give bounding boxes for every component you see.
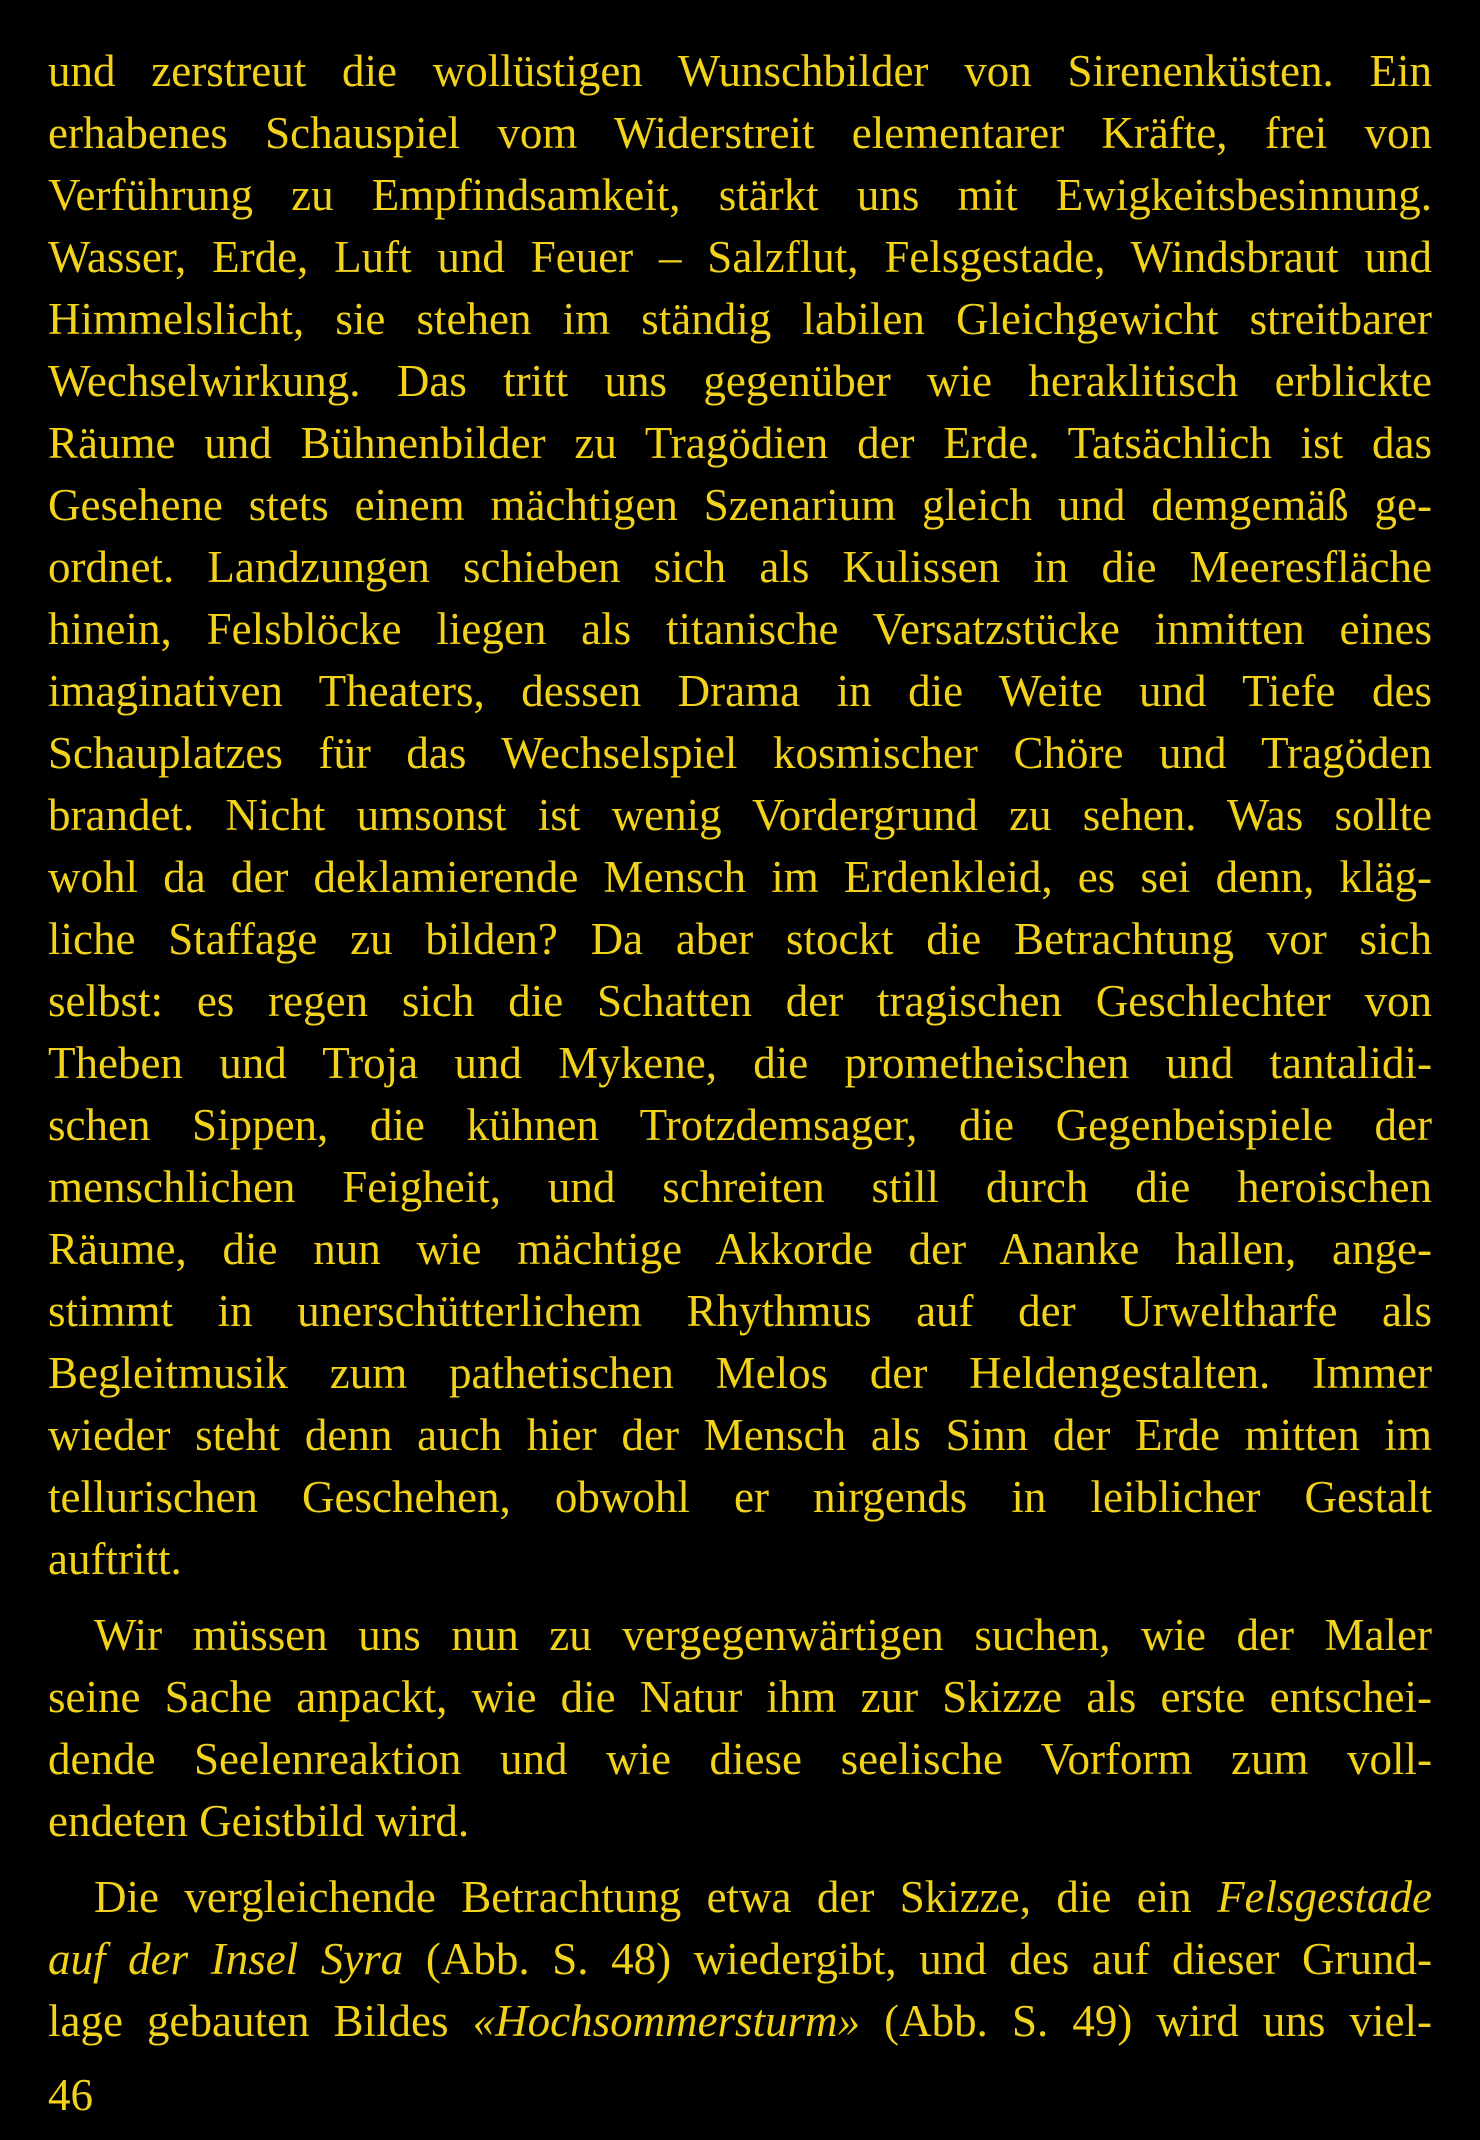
italic-title: «Hochsommersturm» [472, 1996, 861, 2046]
page-body [48, 40, 1432, 2052]
text-line [48, 1928, 1432, 1990]
text-line: erhabenes Schauspiel vom Widerstreit elementarer Kräfte, frei von [48, 108, 1432, 158]
italic-title: auf der Insel Syra [48, 1934, 404, 1984]
text-line: dende Seelenreaktion und wie diese seelische Vorform zum voll- [48, 1734, 1432, 1784]
text-line: Wir müssen uns nun zu vergegenwärtigen suchen, wie der Maler [94, 1610, 1432, 1660]
text-segment: (Abb. S. 49) wird uns viel- [860, 1996, 1432, 2046]
text-line: Wasser, Erde, Luft und Feuer – Salzflut, Felsgestade, Windsbraut und [48, 232, 1432, 282]
text-line: Schauplatzes für das Wechselspiel kosmischer Chöre und Tragöden [48, 728, 1432, 778]
text-line: und zerstreut die wollüstigen Wunschbilder von Sirenenküsten. Ein [48, 46, 1432, 96]
text-segment: Die vergleichende Betrachtung etwa der Skizze, die ein [94, 1872, 1218, 1922]
text-segment: lage gebauten Bildes [48, 1996, 473, 2046]
text-line: selbst: es regen sich die Schatten der tragischen Geschlechter von [48, 976, 1432, 1026]
text-line: Himmelslicht, sie stehen im ständig labilen Gleichgewicht streitbarer [48, 294, 1432, 344]
text-line: ordnet. Landzungen schieben sich als Kulissen in die Meeresfläche [48, 542, 1432, 592]
text-line: brandet. Nicht umsonst ist wenig Vordergrund zu sehen. Was sollte [48, 790, 1432, 840]
text-line: liche Staffage zu bilden? Da aber stockt die Betrachtung vor sich [48, 914, 1432, 964]
text-line: Verführung zu Empfindsamkeit, stärkt uns mit Ewigkeitsbesinnung. [48, 170, 1432, 220]
text-line [48, 1990, 1432, 2052]
text-line: Theben und Troja und Mykene, die prometheischen und tantalidi- [48, 1038, 1432, 1088]
text-line: stimmt in unerschütterlichem Rhythmus auf der Urweltharfe als [48, 1286, 1432, 1336]
text-line: imaginativen Theaters, dessen Drama in die Weite und Tiefe des [48, 666, 1432, 716]
text-line: Räume, die nun wie mächtige Akkorde der Ananke hallen, ange- [48, 1224, 1432, 1274]
italic-title: Felsgestade [1217, 1872, 1432, 1922]
text-line: tellurischen Geschehen, obwohl er nirgends in leiblicher Gestalt [48, 1472, 1432, 1522]
text-line: wohl da der deklamierende Mensch im Erdenkleid, es sei denn, kläg- [48, 852, 1432, 902]
text-line: schen Sippen, die kühnen Trotzdemsager, die Gegenbeispiele der [48, 1100, 1432, 1150]
text-line: auftritt. [48, 1534, 182, 1584]
text-line: Begleitmusik zum pathetischen Melos der Heldengestalten. Immer [48, 1348, 1432, 1398]
page-number: 46 [48, 2070, 93, 2120]
paragraph-1 [48, 40, 1432, 1590]
text-line: wieder steht denn auch hier der Mensch als Sinn der Erde mitten im [48, 1410, 1432, 1460]
text-line: menschlichen Feigheit, und schreiten still durch die heroischen [48, 1162, 1432, 1212]
text-line: seine Sache anpackt, wie die Natur ihm zur Skizze als erste entschei- [48, 1672, 1432, 1722]
text-line: Gesehene stets einem mächtigen Szenarium gleich und demgemäß ge- [48, 480, 1432, 530]
text-line: hinein, Felsblöcke liegen als titanische Versatzstücke inmitten eines [48, 604, 1432, 654]
text-line [48, 1866, 1432, 1928]
text-line: Wechselwirkung. Das tritt uns gegenüber wie heraklitisch erblickte [48, 356, 1432, 406]
text-line: endeten Geistbild wird. [48, 1796, 470, 1846]
text-line: Räume und Bühnenbilder zu Tragödien der Erde. Tatsächlich ist das [48, 418, 1432, 468]
paragraph-3 [48, 1866, 1432, 2052]
text-segment: (Abb. S. 48) wiedergibt, und des auf dieser Grund- [403, 1934, 1432, 1984]
paragraph-2 [48, 1604, 1432, 1852]
